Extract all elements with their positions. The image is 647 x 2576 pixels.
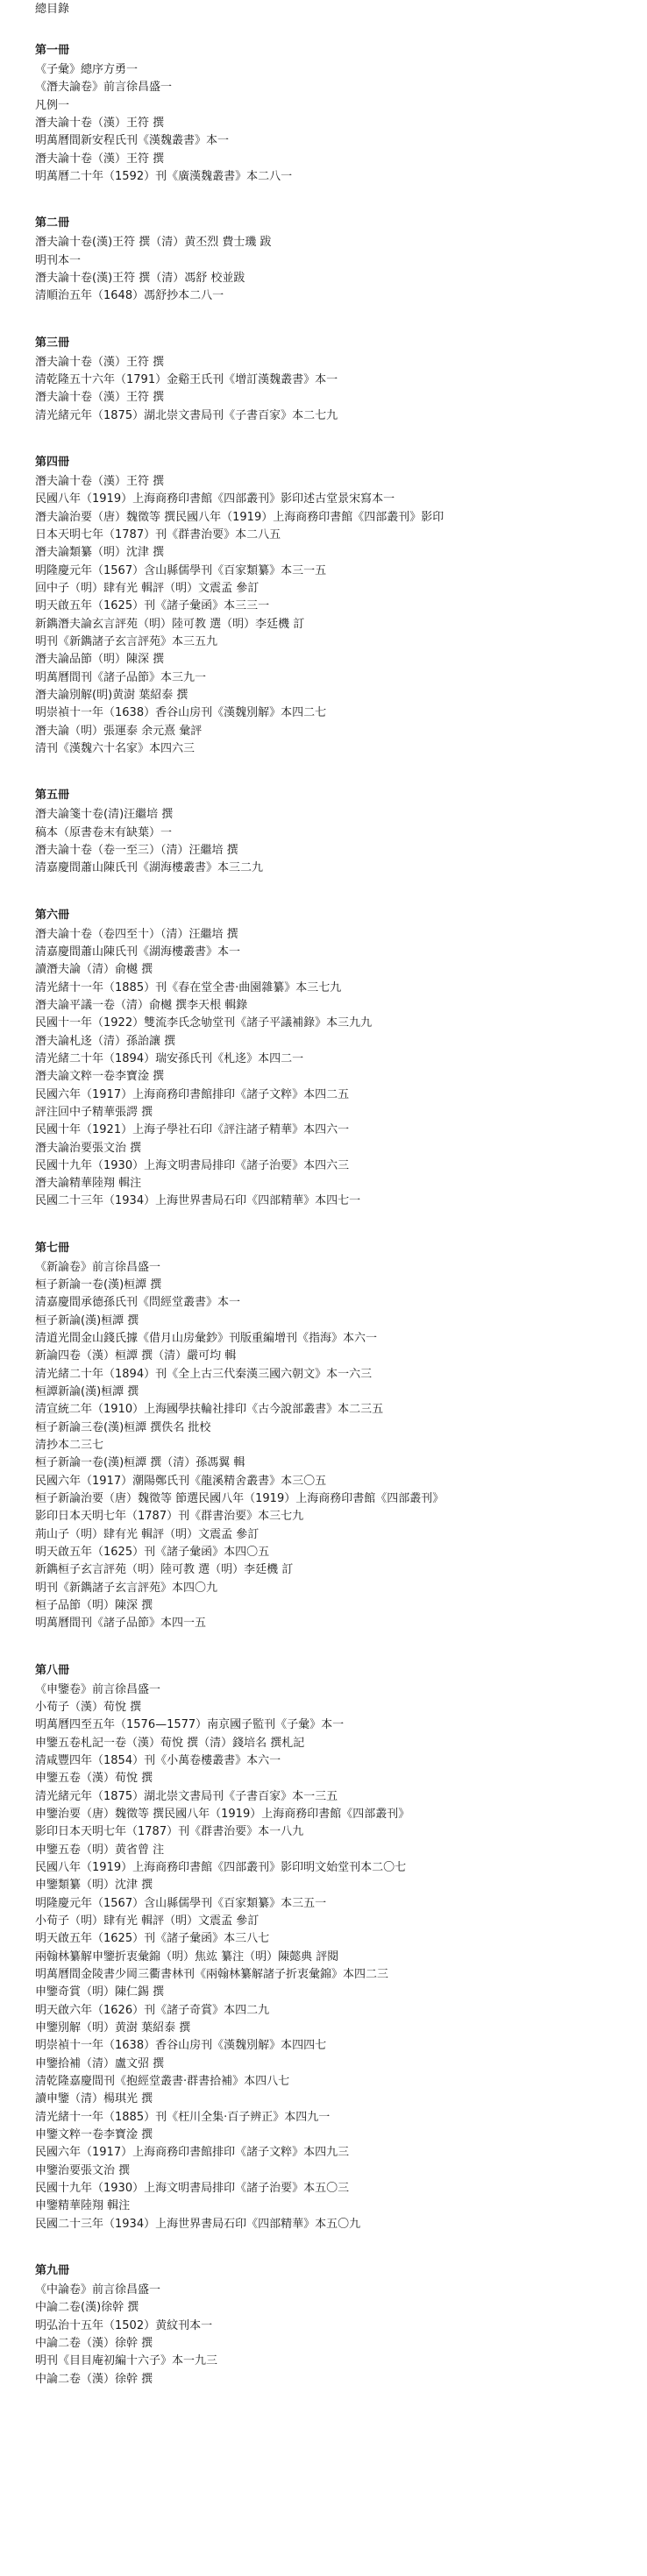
- volume-heading: 第八冊: [35, 1664, 70, 1677]
- contents-entry: 明刊《新鐫諸子玄言評苑》本三五九: [35, 635, 218, 648]
- contents-entry: 《新論卷》前言徐昌盛一: [35, 1261, 161, 1274]
- contents-entry: 清順治五年（1648）馮舒抄本二八一: [35, 289, 224, 302]
- contents-entry: 清道光間金山錢氏據《借月山房彙鈔》刊版重編增刊《指海》本六一: [35, 1332, 378, 1345]
- contents-entry: 小荀子（明）肆有光 輯評（明）文震孟 參訂: [35, 1914, 260, 1928]
- contents-entry: 明隆慶元年（1567）含山縣儒學刊《百家類纂》本三一五: [35, 564, 327, 577]
- contents-entry: 凡例一: [35, 99, 70, 112]
- contents-entry: 影印日本天明七年（1787）刊《群書治要》本三七九: [35, 1510, 304, 1523]
- contents-entry: 民國六年（1917）上海商務印書館排印《諸子文粹》本四九三: [35, 2146, 350, 2159]
- contents-entry: 申鑒精華陸翔 輯注: [35, 2199, 131, 2212]
- contents-entry: 清嘉慶間蕭山陳氏刊《湖海樓叢書》本一: [35, 945, 241, 959]
- contents-entry: 清光緒二十年（1894）瑞安孫氏刊《札迻》本四二一: [35, 1052, 304, 1065]
- contents-entry: 清抄本二三七: [35, 1439, 104, 1452]
- contents-entry: 兩翰林纂解申鑒折衷彙錦（明）焦竑 纂注（明）陳懿典 評閱: [35, 1950, 339, 1964]
- contents-entry: 明刊《新鐫諸子玄言評苑》本四〇九: [35, 1582, 218, 1595]
- contents-entry: 潛夫論十卷(漢)王符 撰（清）馮舒 校並跋: [35, 272, 245, 285]
- contents-entry: 讀潛夫論（清）俞樾 撰: [35, 963, 153, 976]
- contents-entry: 民國八年（1919）上海商務印書館《四部叢刊》影印述古堂景宋寫本一: [35, 492, 395, 506]
- contents-entry: 《子彙》總序方勇一: [35, 63, 139, 76]
- contents-entry: 桓子新論一卷(漢)桓譚 撰（清）孫馮翼 輯: [35, 1456, 245, 1469]
- volume-heading: 第五冊: [35, 789, 70, 802]
- contents-entry: 潛夫論十卷（漢）王符 撰: [35, 117, 165, 130]
- contents-entry: 清光緒元年（1875）湖北崇文書局刊《子書百家》本一三五: [35, 1790, 338, 1803]
- contents-entry: 民國十年（1921）上海子學社石印《評注諸子精華》本四六一: [35, 1123, 350, 1136]
- contents-entry: 明天啟五年（1625）刊《諸子彙函》本三三一: [35, 599, 270, 612]
- contents-entry: 申鑒拾補（清）盧文弨 撰: [35, 2057, 165, 2070]
- contents-entry: 潛夫論文粹一卷李寶淦 撰: [35, 1070, 165, 1083]
- volume-heading: 第三冊: [35, 336, 70, 350]
- contents-entry: 清宣統二年（1910）上海國學扶輪社排印《古今說部叢書》本二三五: [35, 1403, 384, 1416]
- contents-entry: 明天啟六年（1626）刊《諸子奇賞》本四二九: [35, 2004, 270, 2017]
- contents-entry: 清咸豐四年（1854）刊《小萬卷樓叢書》本六一: [35, 1754, 281, 1767]
- contents-entry: 民國六年（1917）上海商務印書館排印《諸子文粹》本四二五: [35, 1088, 350, 1101]
- contents-entry: 《潛夫論卷》前言徐昌盛一: [35, 81, 173, 94]
- contents-entry: 桓子新論(漢)桓譚 撰: [35, 1314, 139, 1327]
- contents-entry: 民國二十三年（1934）上海世界書局石印《四部精華》本五〇九: [35, 2218, 361, 2231]
- contents-entry: 桓子品節（明）陳深 撰: [35, 1599, 153, 1612]
- contents-entry: 讀申鑒（清）楊琪光 撰: [35, 2092, 153, 2105]
- contents-entry: 桓子新論三卷(漢)桓譚 撰佚名 批校: [35, 1421, 211, 1434]
- contents-entry: 潛夫論十卷（漢）王符 撰: [35, 356, 165, 369]
- contents-entry: 申鑒五卷札記一卷（漢）荀悅 撰（清）錢培名 撰札記: [35, 1737, 305, 1750]
- contents-entry: 小荀子（漢）荀悅 撰: [35, 1701, 142, 1714]
- contents-entry: 明萬曆間刊《諸子品節》本三九一: [35, 671, 207, 684]
- contents-entry: 申鑒五卷（明）黄省曾 注: [35, 1844, 165, 1857]
- contents-entry: 潛夫論十卷（漢）王符 撰: [35, 475, 165, 488]
- contents-entry: 申鑒類纂（明）沈津 撰: [35, 1879, 153, 1892]
- contents-entry: 《申鑒卷》前言徐昌盛一: [35, 1683, 161, 1696]
- volume-heading: 第一冊: [35, 44, 70, 57]
- contents-entry: 荊山子（明）肆有光 輯評（明）文震孟 參訂: [35, 1528, 260, 1541]
- contents-entry: 明萬曆間新安程氏刊《漢魏叢書》本一: [35, 134, 230, 147]
- contents-entry: 申鑒奇賞（明）陳仁錫 撰: [35, 1985, 165, 1999]
- contents-entry: 明萬曆二十年（1592）刊《廣漢魏叢書》本二八一: [35, 170, 293, 183]
- contents-entry: 申鑒別解（明）黄澍 葉紹泰 撰: [35, 2021, 191, 2035]
- contents-entry: 桓子新論一卷(漢)桓譚 撰: [35, 1278, 162, 1292]
- contents-entry: 桓譚新論(漢)桓譚 撰: [35, 1385, 139, 1398]
- contents-entry: 潛夫論十卷（卷一至三）（清）汪繼培 撰: [35, 844, 238, 857]
- contents-entry: 明天啟五年（1625）刊《諸子彙函》本四〇五: [35, 1546, 270, 1559]
- contents-entry: 潛夫論品節（明）陳深 撰: [35, 653, 165, 666]
- volume-heading: 第二冊: [35, 216, 70, 230]
- contents-entry: 明刊《目目庵初編十六子》本一九三: [35, 2354, 218, 2367]
- volume-heading: 第九冊: [35, 2264, 70, 2277]
- contents-entry: 回中子（明）肆有光 輯評（明）文震孟 參訂: [35, 582, 260, 595]
- contents-entry: 潛夫論（明）張運泰 余元熹 彙評: [35, 725, 203, 738]
- contents-entry: 明刊本一: [35, 254, 82, 267]
- contents-entry: 民國十一年（1922）雙流李氏念劬堂刊《諸子平議補錄》本三九九: [35, 1016, 373, 1030]
- contents-entry: 桓子新論治要（唐）魏徵等 節選民國八年（1919）上海商務印書館《四部叢刊》: [35, 1492, 444, 1505]
- contents-entry: 清光緒二十年（1894）刊《全上古三代秦漢三國六朝文》本一六三: [35, 1368, 373, 1381]
- contents-entry: 明弘治十五年（1502）黄紋刊本一: [35, 2319, 213, 2332]
- contents-entry: 新論四卷（漢）桓譚 撰（清）嚴可均 輯: [35, 1349, 237, 1362]
- contents-entry: 明隆慶元年（1567）含山縣儒學刊《百家類纂》本三五一: [35, 1897, 327, 1910]
- contents-entry: 明萬曆間金陵書少岡三衢書林刊《兩翰林纂解諸子折衷彙錦》本四二三: [35, 1968, 389, 1981]
- contents-entry: 明萬曆間刊《諸子品節》本四一五: [35, 1617, 207, 1630]
- contents-entry: 民國二十三年（1934）上海世界書局石印《四部精華》本四七一: [35, 1194, 361, 1207]
- contents-entry: 中論二卷(漢)徐幹 撰: [35, 2301, 139, 2314]
- contents-entry: 申鑒治要（唐）魏徵等 撰民國八年（1919）上海商務印書館《四部叢刊》: [35, 1808, 410, 1821]
- contents-entry: 評注回中子精華張諤 撰: [35, 1106, 153, 1119]
- contents-entry: 潛夫論十卷（漢）王符 撰: [35, 391, 165, 404]
- contents-entry: 清乾隆嘉慶間刊《抱經堂叢書·群書拾補》本四八七: [35, 2075, 290, 2088]
- volume-heading: 第七冊: [35, 1242, 70, 1255]
- contents-entry: 潛夫論札迻（清）孫詒讓 撰: [35, 1035, 176, 1048]
- contents-entry: 新鐫桓子玄言評苑（明）陸可教 選（明）李廷機 訂: [35, 1563, 294, 1576]
- contents-entry: 明天啟五年（1625）刊《諸子彙函》本三八七: [35, 1932, 270, 1945]
- contents-entry: 《中論卷》前言徐昌盛一: [35, 2283, 161, 2296]
- volume-heading: 第四冊: [35, 456, 70, 469]
- contents-entry: 清嘉慶間蕭山陳氏刊《湖海樓叢書》本三二九: [35, 861, 264, 874]
- contents-entry: 清光緒十一年（1885）刊《枉川全集·百子辨正》本四九一: [35, 2111, 331, 2124]
- volume-heading: 第六冊: [35, 909, 70, 922]
- contents-entry: 申鑒文粹一卷李寶淦 撰: [35, 2128, 153, 2141]
- contents-entry: 日本天明七年（1787）刊《群書治要》本二八五: [35, 528, 281, 541]
- contents-entry: 清乾隆五十六年（1791）金谿王氏刊《增訂漢魏叢書》本一: [35, 373, 338, 386]
- contents-entry: 潛夫論箋十卷(清)汪繼培 撰: [35, 808, 174, 821]
- contents-entry: 潛夫論精華陸翔 輯注: [35, 1177, 142, 1190]
- contents-entry: 影印日本天明七年（1787）刊《群書治要》本一八九: [35, 1825, 304, 1838]
- contents-entry: 潛夫論類纂（明）沈津 撰: [35, 546, 165, 559]
- contents-entry: 潛夫論平議一卷（清）俞樾 撰李天根 輯錄: [35, 999, 248, 1012]
- contents-entry: 潛夫論十卷(漢)王符 撰（清）黄丕烈 費士璣 跋: [35, 236, 272, 249]
- contents-entry: 清嘉慶間承德孫氏刊《問經堂叢書》本一: [35, 1296, 241, 1309]
- contents-entry: 明萬曆四至五年（1576—1577）南京國子監刊《子彙》本一: [35, 1718, 345, 1731]
- contents-entry: 潛夫論治要（唐）魏徵等 撰民國八年（1919）上海商務印書館《四部叢刊》影印: [35, 511, 444, 524]
- contents-entry: 民國十九年（1930）上海文明書局排印《諸子治要》本四六三: [35, 1159, 350, 1172]
- contents-entry: 潛夫論別解(明)黄澍 葉紹泰 撰: [35, 689, 188, 702]
- contents-entry: 清刊《漢魏六十名家》本四六三: [35, 742, 196, 755]
- contents-entry: 明崇禎十一年（1638）香谷山房刊《漢魏別解》本四二七: [35, 706, 327, 719]
- contents-entry: 明崇禎十一年（1638）香谷山房刊《漢魏別解》本四四七: [35, 2039, 327, 2052]
- contents-entry: 中論二卷（漢）徐幹 撰: [35, 2373, 153, 2386]
- contents-entry: 申鑒治要張文治 撰: [35, 2164, 131, 2177]
- contents-entry: 民國八年（1919）上海商務印書館《四部叢刊》影印明文始堂刊本二〇七: [35, 1861, 407, 1874]
- contents-entry: 潛夫論十卷（漢）王符 撰: [35, 152, 165, 166]
- contents-entry: 潛夫論十卷（卷四至十）（清）汪繼培 撰: [35, 928, 238, 941]
- contents-entry: 新鐫潛夫論玄言評苑（明）陸可教 選（明）李廷機 訂: [35, 618, 305, 631]
- contents-entry: 中論二卷（漢）徐幹 撰: [35, 2337, 153, 2350]
- contents-entry: 清光緒元年（1875）湖北崇文書局刊《子書百家》本二七九: [35, 409, 338, 422]
- contents-entry: 稿本（原書卷末有缺葉）一: [35, 826, 173, 839]
- page-title: 總目錄: [35, 3, 70, 16]
- contents-entry: 清光緒十一年（1885）刊《春在堂全書·曲園雜纂》本三七九: [35, 981, 342, 994]
- contents-entry: 民國六年（1917）潮陽鄭氏刊《龍溪精舍叢書》本三〇五: [35, 1475, 327, 1488]
- contents-entry: 申鑒五卷（漢）荀悅 撰: [35, 1772, 153, 1785]
- contents-entry: 民國十九年（1930）上海文明書局排印《諸子治要》本五〇三: [35, 2182, 350, 2195]
- contents-entry: 潛夫論治要張文治 撰: [35, 1142, 142, 1155]
